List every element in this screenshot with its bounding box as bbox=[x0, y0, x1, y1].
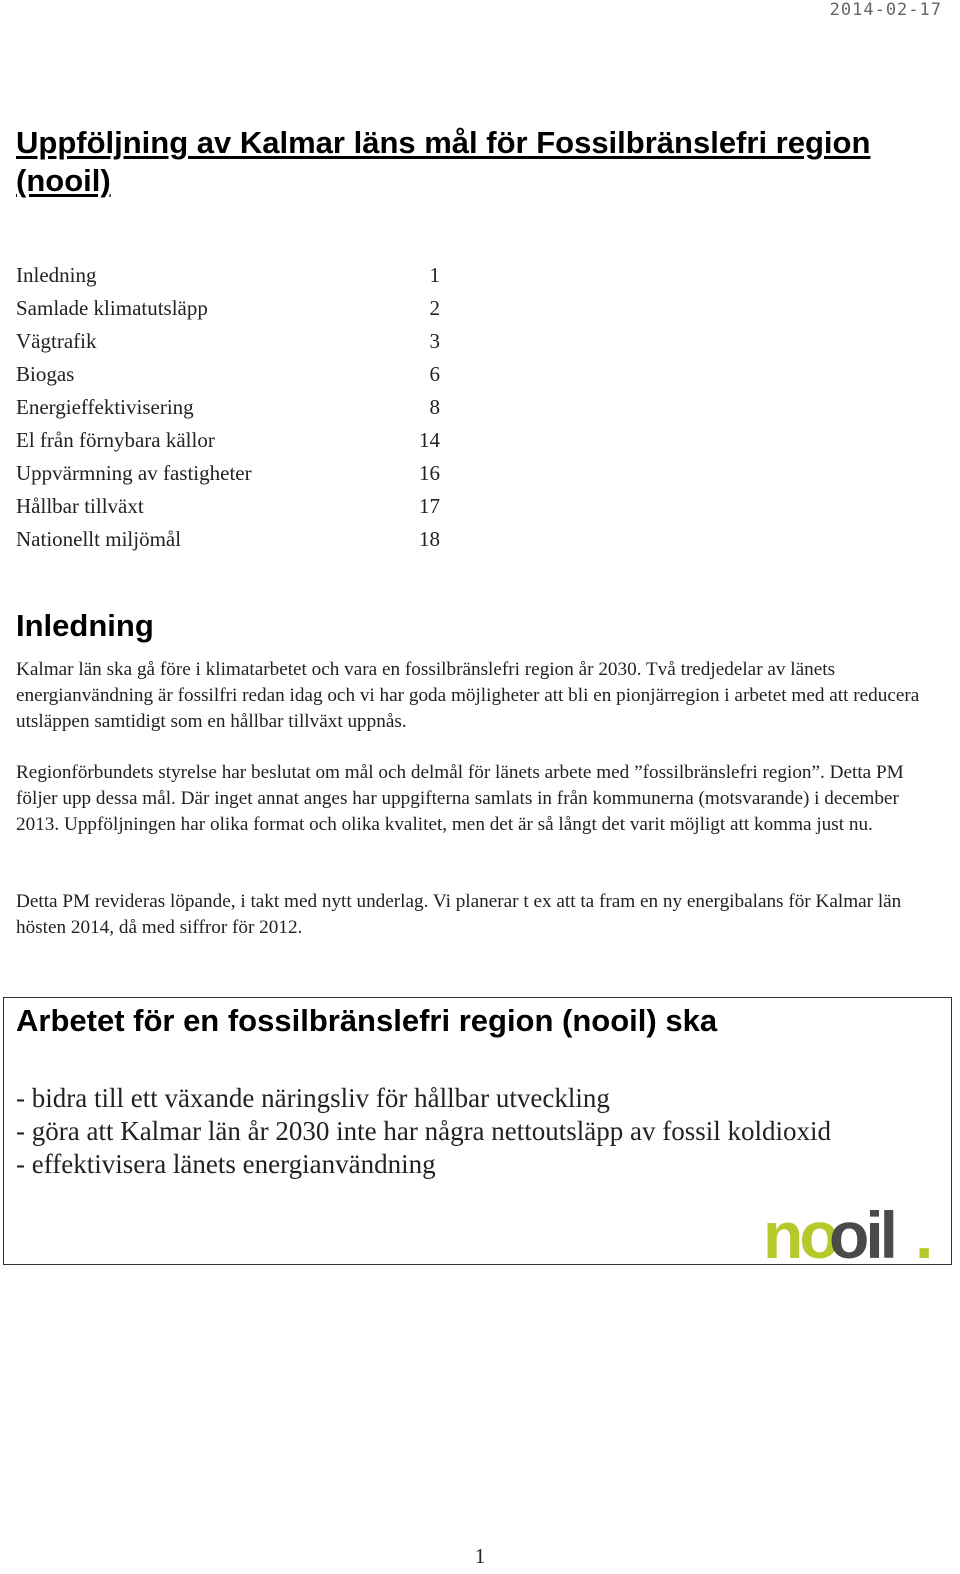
goal-item: - bidra till ett växande näringsliv för hållbar utveckling bbox=[16, 1083, 610, 1113]
toc-entry bbox=[16, 325, 440, 358]
goal-item: - effektivisera länets energianvändning bbox=[16, 1149, 436, 1179]
toc-entry-label: Samlade klimatutsläpp bbox=[16, 296, 208, 320]
toc-entry-label: Nationellt miljömål bbox=[16, 527, 182, 551]
goal-box-heading: Arbetet för en fossilbränslefri region (nooil) ska bbox=[16, 1003, 718, 1038]
section-heading-inledning: Inledning bbox=[16, 608, 154, 643]
toc-entry-page: 1 bbox=[429, 263, 440, 287]
intro-paragraph: Regionförbundets styrelse har beslutat om mål och delmål för länets arbete med ”fossilbränslefri region”. Detta PM följer upp dessa mål. Där inget annat anges har uppgifterna samlats in från kommunerna (motsvarande) i december 2013. Uppföljningen har olika format och olika kvalitet, men det är så långt det varit möjligt att komma just nu. bbox=[16, 762, 904, 835]
toc-entry bbox=[16, 490, 440, 523]
intro-paragraph: Detta PM revideras löpande, i takt med nytt underlag. Vi planerar t ex att ta fram en ny energibalans för Kalmar län hösten 2014, då med siffror för 2012. bbox=[16, 891, 902, 938]
toc-entry-page: 6 bbox=[429, 362, 440, 386]
document-date: 2014-02-17 bbox=[829, 0, 942, 20]
logo-text-oil: oil bbox=[829, 1202, 894, 1262]
toc-entry-page: 2 bbox=[429, 296, 440, 320]
intro-paragraph: Kalmar län ska gå före i klimatarbetet och vara en fossilbränslefri region år 2030. Två tredjedelar av länets energianvändning är fossilfri redan idag och vi har goda möjligheter att bli en pionjärregion i arbetet med att reducera utsläppen samtidigt som en hållbar tillväxt uppnås. bbox=[16, 659, 920, 732]
toc-entry bbox=[16, 391, 440, 424]
toc-entry-page: 16 bbox=[419, 461, 440, 485]
table-of-contents bbox=[16, 259, 440, 556]
toc-entry-page: 18 bbox=[419, 527, 440, 551]
toc-entry-label: Vägtrafik bbox=[16, 329, 97, 353]
toc-entry-page: 8 bbox=[429, 395, 440, 419]
toc-entry bbox=[16, 457, 440, 490]
nooil-logo bbox=[763, 1202, 941, 1262]
logo-text-dot: . bbox=[915, 1202, 934, 1262]
toc-entry-page: 14 bbox=[419, 428, 440, 452]
toc-entry bbox=[16, 259, 440, 292]
toc-entry-label: Inledning bbox=[16, 263, 97, 287]
toc-entry-label: Uppvärmning av fastigheter bbox=[16, 461, 252, 485]
toc-entry-label: El från förnybara källor bbox=[16, 428, 215, 452]
goal-list bbox=[16, 1082, 831, 1181]
toc-entry bbox=[16, 523, 440, 556]
page-number: 1 bbox=[474, 1544, 486, 1568]
toc-entry bbox=[16, 424, 440, 457]
toc-entry-label: Energieffektivisering bbox=[16, 395, 194, 419]
document-title: Uppföljning av Kalmar läns mål för Fossilbränslefri region (nooil) bbox=[16, 125, 871, 198]
toc-entry-page: 3 bbox=[429, 329, 440, 353]
toc-entry-label: Biogas bbox=[16, 362, 75, 386]
toc-entry bbox=[16, 358, 440, 391]
toc-entry-page: 17 bbox=[419, 494, 440, 518]
toc-entry-label: Hållbar tillväxt bbox=[16, 494, 144, 518]
goal-box bbox=[3, 997, 952, 1265]
goal-item: - göra att Kalmar län år 2030 inte har några nettoutsläpp av fossil koldioxid bbox=[16, 1116, 832, 1146]
toc-entry bbox=[16, 292, 440, 325]
logo-text-no: no bbox=[763, 1202, 836, 1262]
